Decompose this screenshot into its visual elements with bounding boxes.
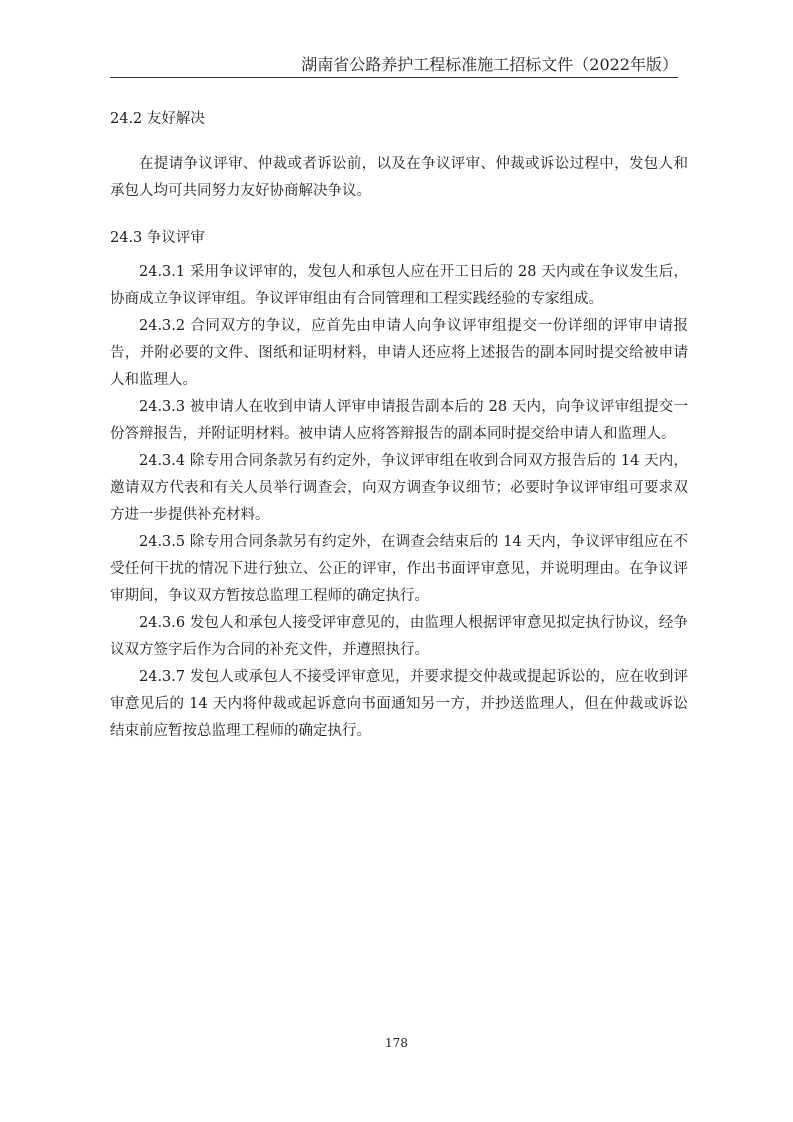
document-body — [110, 108, 688, 745]
paragraph-24-3-1: 24.3.1 采用争议评审的，发包人和承包人应在开工日后的 28 天内或在争议发生后，协商成立争议评审组。争议评审组由有合同管理和工程实践经验的专家组成。 — [110, 264, 688, 307]
paragraph-24-3-7: 24.3.7 发包人或承包人不接受评审意见，并要求提交仲裁或提起诉讼的，应在收到评审意见后的 14 天内将仲裁或起诉意向书面通知另一方，并抄送监理人，但在仲裁或诉讼结束前应暂按总监理工程师的确定执行。 — [110, 669, 688, 739]
running-header: 湖南省公路养护工程标准施工招标文件（2022年版） — [301, 55, 678, 74]
paragraph-24-2: 在提请争议评审、仲裁或者诉讼前，以及在争议评审、仲裁或诉讼过程中，发包人和承包人均可共同努力友好协商解决争议。 — [110, 156, 688, 199]
paragraph-24-3-3: 24.3.3 被申请人在收到申请人评审申请报告副本后的 28 天内，向争议评审组提交一份答辩报告，并附证明材料。被申请人应将答辩报告的副本同时提交给申请人和监理人。 — [110, 399, 688, 442]
paragraph-24-3-4: 24.3.4 除专用合同条款另有约定外，争议评审组在收到合同双方报告后的 14 天内，邀请双方代表和有关人员举行调查会，向双方调查争议细节；必要时争议评审组可要求双方进一步提供补充材料。 — [110, 453, 688, 523]
page-number: 178 — [385, 1036, 408, 1050]
header-divider — [110, 77, 678, 78]
section-heading-24-3: 24.3 争议评审 — [110, 230, 205, 246]
section-heading-24-2: 24.2 友好解决 — [110, 111, 205, 127]
paragraph-24-3-5: 24.3.5 除专用合同条款另有约定外，在调查会结束后的 14 天内，争议评审组应在不受任何干扰的情况下进行独立、公正的评审，作出书面评审意见，并说明理由。在争议评审期间，争议双方暂按总监理工程师的确定执行。 — [110, 534, 688, 604]
paragraph-24-3-6: 24.3.6 发包人和承包人接受评审意见的，由监理人根据评审意见拟定执行协议，经争议双方签字后作为合同的补充文件，并遵照执行。 — [110, 615, 688, 658]
paragraph-24-3-2: 24.3.2 合同双方的争议，应首先由申请人向争议评审组提交一份详细的评审申请报告，并附必要的文件、图纸和证明材料，申请人还应将上述报告的副本同时提交给被申请人和监理人。 — [110, 318, 688, 388]
